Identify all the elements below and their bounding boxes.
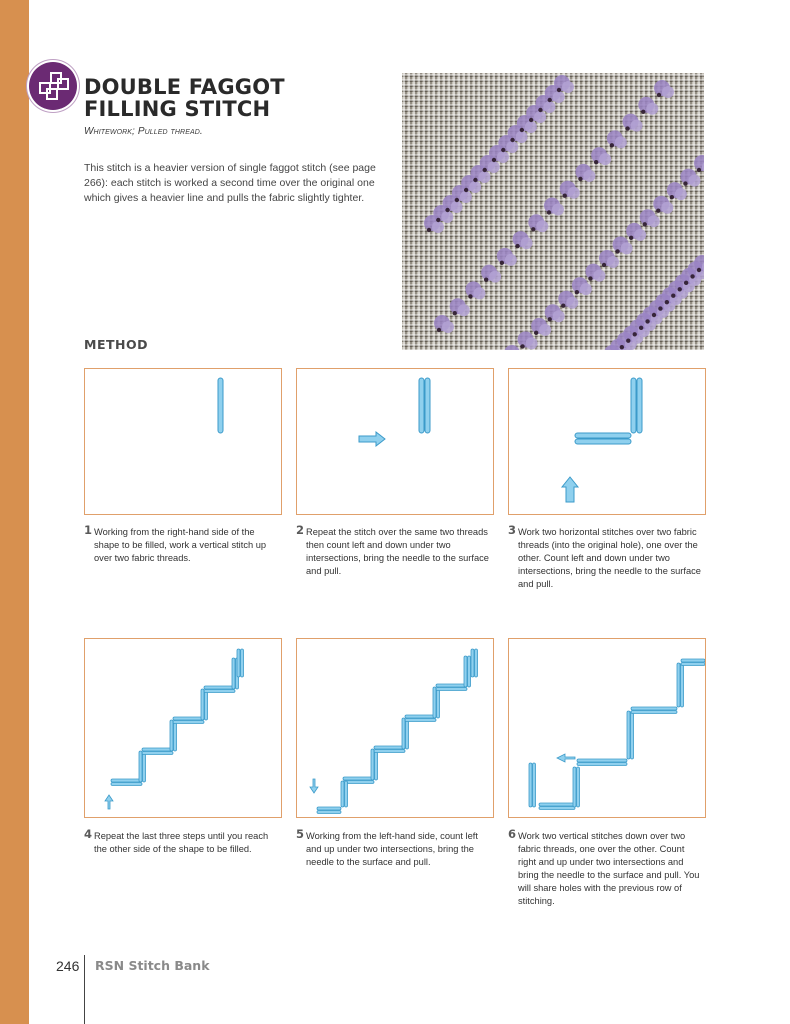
technique-subtitle: Whitework; Pulled thread. <box>84 126 203 137</box>
vertical-stitch <box>681 663 684 707</box>
horizontal-stitch <box>575 439 631 444</box>
vertical-stitch <box>232 658 235 689</box>
step-6-caption <box>508 827 703 908</box>
intro-paragraph: This stitch is a heavier version of single faggot stitch (see page 266): each stitch is worked a second time over the original one which gives a heavier line and pulls the fabric slightly tighter. <box>84 161 376 204</box>
step-text: Repeat the last three steps until you reach the other side of the shape to be filled. <box>94 831 269 854</box>
step-2-caption <box>296 523 491 578</box>
horizontal-stitch <box>539 807 575 810</box>
vertical-stitch <box>375 749 378 780</box>
vertical-stitch <box>205 689 208 720</box>
horizontal-stitch <box>405 719 436 722</box>
vertical-stitch <box>577 767 580 807</box>
horizontal-stitch <box>317 807 341 810</box>
vertical-stitch <box>631 378 636 433</box>
vertical-stitch <box>237 649 240 677</box>
horizontal-stitch <box>343 777 374 780</box>
step-2-diagram <box>296 368 494 515</box>
vertical-stitch <box>437 687 440 718</box>
step-4-caption <box>84 827 279 856</box>
stitch-logo-icon <box>29 62 77 110</box>
arrow-right-icon <box>359 432 385 446</box>
vertical-stitch <box>419 378 424 433</box>
vertical-stitch <box>143 751 146 782</box>
vertical-stitch <box>402 718 405 749</box>
step-3-diagram <box>508 368 706 515</box>
horizontal-stitch <box>374 750 405 753</box>
horizontal-stitch <box>111 783 142 786</box>
edge-bar <box>0 0 29 1024</box>
title-line-1: DOUBLE FAGGOT <box>84 75 285 99</box>
step-3-caption <box>508 523 703 591</box>
step-number: 4 <box>84 827 93 841</box>
vertical-stitch <box>627 711 630 759</box>
horizontal-stitch <box>204 690 235 693</box>
vertical-stitch <box>464 656 467 687</box>
vertical-stitch <box>471 649 474 677</box>
vertical-stitch <box>425 378 430 433</box>
horizontal-stitch <box>681 663 705 666</box>
step-text: Working from the left-hand side, count left and up under two intersections, bring the needle to the surface and pull. <box>306 831 478 867</box>
vertical-stitch <box>406 718 409 749</box>
step-number: 3 <box>508 523 517 537</box>
vertical-stitch <box>475 649 478 677</box>
page-number: 246 <box>56 958 80 974</box>
horizontal-stitch <box>436 688 467 691</box>
step-text: Work two vertical stitches down over two fabric threads, one over the other. Count right and up under two intersections and bring the needle to the surface and pull. You will share holes with the previous row of stitching. <box>518 831 700 906</box>
horizontal-stitch <box>173 721 204 724</box>
footer-divider <box>84 955 85 1024</box>
step-number: 6 <box>508 827 517 841</box>
step-text: Work two horizontal stitches over two fabric threads (into the original hole), one over the other. Count left and down under two intersections, bring the needle to the surface and pull. <box>518 527 701 589</box>
book-title: RSN Stitch Bank <box>95 958 210 973</box>
arrow-up-icon <box>105 795 113 809</box>
horizontal-stitch <box>575 433 631 438</box>
title-line-2: FILLING STITCH <box>84 97 271 121</box>
horizontal-stitch <box>173 717 204 720</box>
step-number: 1 <box>84 523 93 537</box>
horizontal-stitch <box>631 707 677 710</box>
vertical-stitch <box>677 663 680 707</box>
page-title <box>84 76 285 120</box>
step-number: 5 <box>296 827 305 841</box>
step-5-diagram <box>296 638 494 818</box>
horizontal-stitch <box>577 763 627 766</box>
vertical-stitch <box>174 720 177 751</box>
vertical-stitch <box>433 687 436 718</box>
vertical-stitch <box>170 720 173 751</box>
vertical-stitch <box>573 767 576 807</box>
vertical-stitch <box>341 781 344 807</box>
vertical-stitch <box>345 781 348 807</box>
step-text: Working from the right-hand side of the shape to be filled, work a vertical stitch up over two fabric threads. <box>94 527 267 563</box>
horizontal-stitch <box>436 684 467 687</box>
vertical-stitch <box>201 689 204 720</box>
horizontal-stitch <box>405 715 436 718</box>
vertical-stitch <box>533 763 536 807</box>
horizontal-stitch <box>111 779 142 782</box>
vertical-stitch <box>371 749 374 780</box>
arrow-up-icon <box>562 477 578 502</box>
step-1-diagram <box>84 368 282 515</box>
step-5-caption <box>296 827 491 869</box>
method-heading: METHOD <box>84 337 148 352</box>
vertical-stitch <box>468 656 471 687</box>
vertical-stitch <box>241 649 244 677</box>
step-text: Repeat the stitch over the same two threads then count left and down under two intersections, bring the needle to the surface and pull. <box>306 527 489 576</box>
arrow-left-icon <box>557 754 575 762</box>
vertical-stitch <box>529 763 532 807</box>
step-1-caption <box>84 523 279 565</box>
vertical-stitch <box>637 378 642 433</box>
horizontal-stitch <box>681 659 705 662</box>
horizontal-stitch <box>142 748 173 751</box>
step-number: 2 <box>296 523 305 537</box>
arrow-down-icon <box>310 779 318 793</box>
step-4-diagram <box>84 638 282 818</box>
horizontal-stitch <box>142 752 173 755</box>
horizontal-stitch <box>204 686 235 689</box>
vertical-stitch <box>139 751 142 782</box>
stitch-sample-photo <box>402 73 704 350</box>
vertical-stitch <box>631 711 634 759</box>
horizontal-stitch <box>577 759 627 762</box>
horizontal-stitch <box>374 746 405 749</box>
step-6-diagram <box>508 638 706 818</box>
horizontal-stitch <box>317 811 341 814</box>
horizontal-stitch <box>539 803 575 806</box>
horizontal-stitch <box>631 711 677 714</box>
vertical-stitch <box>218 378 223 433</box>
